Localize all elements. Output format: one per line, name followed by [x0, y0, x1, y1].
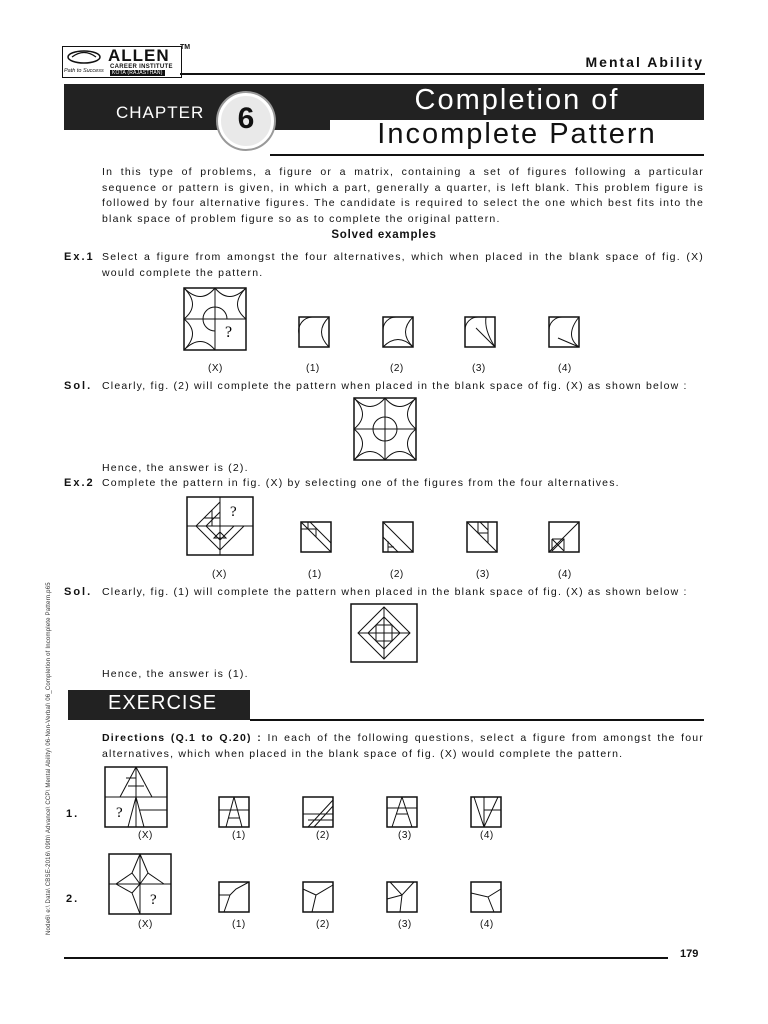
ex2-caption-2: (2)	[390, 569, 404, 580]
logo-tagline: Path to Success	[64, 68, 104, 74]
logo-wordmark: ALLEN	[108, 46, 170, 65]
ex2-answer: Hence, the answer is (1).	[102, 668, 249, 680]
exercise-directions	[102, 731, 704, 762]
ex1-caption-1: (1)	[306, 363, 320, 374]
ex2-label: Ex.2	[64, 477, 95, 489]
ex1-question-mark: ?	[225, 324, 233, 341]
file-path-note: Node6\ e:\ Data\ CBSE-2016\ 09th\ Advance\ CCP\ Mental Ability\ 06-Non-Verbal\ 06_Completion of Incomplete Pattern.p65	[46, 582, 52, 935]
q1-option-4	[470, 796, 502, 828]
q1-figure-x	[104, 766, 168, 828]
q1-label: 1.	[66, 808, 80, 820]
ex2-caption-x: (X)	[212, 569, 227, 580]
ex1-question: Select a figure from amongst the four alternatives, which when placed in the blank space of fig. (X) would complete the pattern.	[102, 251, 704, 279]
directions-text: In each of the following questions, select a figure from amongst the four alternatives, which when placed in the blank space of fig. (X) would complete the pattern.	[102, 732, 704, 760]
chapter-number: 6	[237, 102, 255, 135]
q2-option-2	[302, 881, 334, 913]
logo-location: KOTA (RAJASTHAN)	[112, 70, 163, 76]
ex1-solution-figure	[353, 397, 417, 461]
page-number: 179	[680, 948, 699, 960]
q1-caption-x: (X)	[138, 830, 153, 841]
intro-paragraph: In this type of problems, a figure or a matrix, containing a set of figures following a particular sequence or pattern is given, in which a part, generally a quarter, is left blank. This problem figure is followed by four alternative figures. The candidate is required to select the one which best fits into the blank space of problem figure so as to complete the original pattern.	[102, 166, 704, 225]
ex2-question-mark: ?	[230, 504, 237, 520]
q2-caption-2: (2)	[316, 919, 330, 930]
q1-caption-3: (3)	[398, 830, 412, 841]
footer-rule	[64, 957, 668, 959]
q2-option-4	[470, 881, 502, 913]
q2-option-1	[218, 881, 250, 913]
header-rule	[180, 73, 705, 75]
q2-question-mark: ?	[150, 892, 157, 908]
chapter-title-rule	[270, 154, 704, 156]
q2-figure-x	[108, 853, 172, 915]
ex1-option-1	[298, 316, 330, 348]
solved-examples-heading: Solved examples	[331, 229, 437, 241]
ex2-option-1	[300, 521, 332, 553]
chapter-title-line2: Incomplete Pattern	[377, 118, 657, 150]
ex2-option-4	[548, 521, 580, 553]
directions-label: Directions (Q.1 to Q.20) :	[102, 732, 262, 744]
ex2-option-3	[466, 521, 498, 553]
ex2-option-2	[382, 521, 414, 553]
ex1-caption-3: (3)	[472, 363, 486, 374]
chapter-label: CHAPTER	[116, 103, 205, 122]
q1-caption-1: (1)	[232, 830, 246, 841]
ex2-caption-3: (3)	[476, 569, 490, 580]
q2-caption-1: (1)	[232, 919, 246, 930]
q2-caption-3: (3)	[398, 919, 412, 930]
exercise-rule	[250, 719, 704, 721]
ex1-figure-x	[183, 287, 247, 351]
ex2-question: Complete the pattern in fig. (X) by selecting one of the figures from the four alternatives.	[102, 477, 620, 489]
q2-option-3	[386, 881, 418, 913]
ex2-solution-label: Sol.	[64, 586, 93, 598]
ex1-solution-label: Sol.	[64, 380, 93, 392]
ex2-solution-figure	[350, 603, 418, 663]
ex1-solution-text: Clearly, fig. (2) will complete the pattern when placed in the blank space of fig. (X) as shown below :	[102, 380, 688, 392]
q1-option-3	[386, 796, 418, 828]
ex1-caption-2: (2)	[390, 363, 404, 374]
logo-trademark: TM	[180, 44, 191, 51]
ex1-option-3	[464, 316, 496, 348]
ex1-caption-x: (X)	[208, 363, 223, 374]
chapter-title-line1: Completion of	[414, 84, 620, 116]
ex1-option-2	[382, 316, 414, 348]
q1-caption-4: (4)	[480, 830, 494, 841]
q1-option-1	[218, 796, 250, 828]
q2-caption-x: (X)	[138, 919, 153, 930]
ex1-option-4	[548, 316, 580, 348]
logo-subtitle: CAREER INSTITUTE	[110, 64, 173, 70]
q2-caption-4: (4)	[480, 919, 494, 930]
ex1-answer: Hence, the answer is (2).	[102, 462, 249, 474]
q1-question-mark: ?	[116, 805, 123, 821]
ex1-caption-4: (4)	[558, 363, 572, 374]
q2-label: 2.	[66, 893, 80, 905]
ex2-caption-4: (4)	[558, 569, 572, 580]
exercise-heading: EXERCISE	[108, 692, 218, 714]
ex2-figure-x	[186, 496, 254, 556]
subject-title: Mental Ability	[585, 54, 704, 70]
q1-option-2	[302, 796, 334, 828]
ex1-label: Ex.1	[64, 251, 95, 263]
logo-emblem-icon	[64, 48, 104, 70]
q1-caption-2: (2)	[316, 830, 330, 841]
ex2-caption-1: (1)	[308, 569, 322, 580]
ex2-solution-text: Clearly, fig. (1) will complete the pattern when placed in the blank space of fig. (X) as shown below :	[102, 586, 688, 598]
